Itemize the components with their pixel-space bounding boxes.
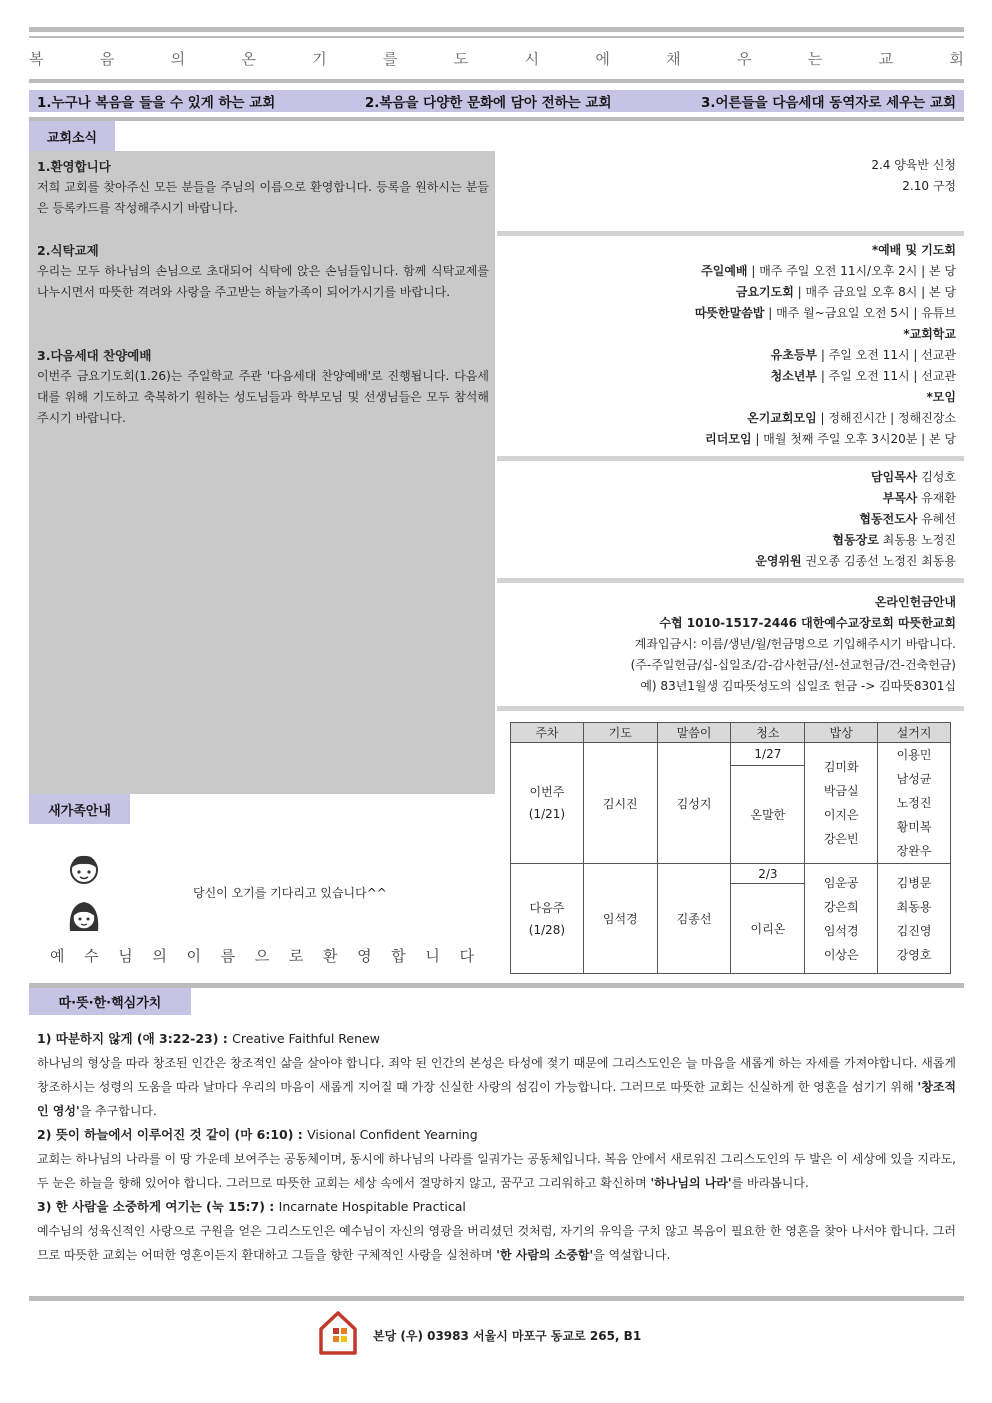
motto-char: 를 [382,49,398,68]
offering-title: 온라인헌금안내 [874,595,956,609]
school-item: 청소년부 | 주일 오전 11시 | 선교관 [770,369,956,383]
duty-prayer: 임석경 [583,864,657,974]
news-item-body: 우리는 모두 하나님의 손님으로 초대되어 식탁에 앉은 손님들입니다. 함께 식탁교제를 나누시면서 따뜻한 격려와 사랑을 주고받는 하늘가족이 되어가시기를 바랍니다. [37,264,489,299]
goals-rule [29,117,964,121]
motto-char: 교 [878,49,894,68]
core-values [37,1027,956,1267]
separator [497,706,964,711]
duty-clean-date: 1/27 [731,743,805,766]
welcome-char: 수 [84,947,99,965]
duty-header: 말씀이 [657,723,731,743]
motto-char: 온 [241,49,256,68]
motto-char: 복 [29,49,44,68]
worship-heading: *예배 및 기도회 [871,243,956,257]
separator [497,456,964,461]
duty-dish: 이용민 남성균 노정진 황미복 장완우 [878,743,951,864]
duty-meal: 김미화 박금실 이지은 강은빈 [805,743,878,864]
welcome-char: 름 [220,947,236,965]
schedule-item: 2.4 양육반 신청 [871,158,956,172]
school-heading: *교회학교 [903,327,956,341]
newfamily-message: 당신이 오기를 기다리고 있습니다^^ [193,886,387,900]
meeting-item: 리더모임 | 매월 첫째 주일 오후 3시20분 | 본 당 [705,432,956,446]
worship-item: 따뜻한말씀밥 | 매주 월~금요일 오전 5시 | 유튜브 [694,306,956,320]
motto-char: 우 [736,49,752,68]
welcome-char: 환 [323,947,338,965]
motto-char: 의 [170,49,186,68]
duty-dish: 김병문 최동용 김진영 강영호 [878,864,951,974]
duty-prayer: 김시진 [583,743,657,864]
top-rule-thin [29,36,964,38]
value-title: 3) 한 사람을 소중하게 여기는 (눅 15:7) : Incarnate Hospitable Practical [37,1199,466,1214]
motto-char: 는 [807,49,823,68]
duty-header: 청소 [731,723,805,743]
goal-2: 2.복음을 다양한 문화에 담아 전하는 교회 [364,95,612,111]
church-motto [29,46,964,70]
welcome-char: 님 [118,947,133,965]
offering-line: (주-주일헌금/십-십일조/감-감사헌금/선-선교헌금/건-건축헌금) [630,658,956,672]
duty-week: 다음주 (1/28) [511,864,584,974]
values-tab: 따·뜻·한·핵심가치 [29,988,191,1015]
separator [497,231,964,236]
duty-cleaner: 온말한 [731,766,805,864]
goal-3: 3.어른들을 다음세대 동역자로 세우는 교회 [700,95,956,111]
duty-week: 이번주 (1/21) [511,743,584,864]
top-rule-thick [29,27,964,32]
meeting-heading: *모임 [926,390,956,404]
motto-char: 도 [453,49,469,68]
welcome-char: 예 [50,947,65,965]
duty-clean-date: 2/3 [731,864,805,884]
value-title: 1) 따분하지 않게 (애 3:22-23) : Creative Faithful Renew [37,1031,380,1046]
staff-list [497,467,964,572]
offering-account: 수협 1010-1517-2446 대한예수교장로회 따뜻한교회 [659,616,956,630]
duty-cleaner: 이리온 [731,884,805,974]
footer-address: 본당 (우) 03983 서울시 마포구 동교로 265, B1 [373,1329,642,1343]
news-tab: 교회소식 [29,121,115,151]
welcome-char: 다 [459,947,474,965]
staff-item: 운영위원 권오종 김종선 노정진 최동용 [755,554,956,568]
welcome-char: 으 [254,947,270,965]
news-item-title: 3.다음세대 찬양예배 [37,348,152,363]
duty-header: 기도 [583,723,657,743]
girl-icon [66,897,102,938]
staff-item: 협동장로 최동용 노정진 [832,533,956,547]
news-item-welcome [37,156,489,219]
newfamily-tab: 새가족안내 [29,794,130,824]
motto-rule [29,79,964,83]
welcome-char: 이 [186,947,201,965]
news-item-body: 저희 교회를 찾아주신 모든 분들을 주님의 이름으로 환영합니다. 등록을 원하시는 분들은 등록카드를 작성해주시기 바랍니다. [37,180,489,215]
value-title: 2) 뜻이 하늘에서 이루어진 것 같이 (마 6:10) : Visional Confident Yearning [37,1127,478,1142]
worship-item: 금요기도회 | 매주 금요일 오후 8시 | 본 당 [735,285,956,299]
welcome-char: 영 [357,947,372,965]
duty-table [510,722,951,974]
church-goals [29,90,964,112]
welcome-char: 니 [425,947,440,965]
table-row [511,864,951,884]
news-item-body: 이번주 금요기도회(1.26)는 주일학교 주관 '다음세대 찬양예배'로 진행됩니다. 다음세대를 위해 기도하고 축복하기 원하는 성도님들과 학부모님 및 선생님들은 모두 참석해주시기 바랍니다. [37,369,489,425]
goal-1: 1.누구나 복음을 들을 수 있게 하는 교회 [37,95,276,111]
boy-icon [67,851,101,890]
duty-reader: 김성지 [657,743,731,864]
news-item-fellowship [37,240,489,303]
duty-header: 주차 [511,723,584,743]
motto-char: 회 [949,49,964,68]
news-item-title: 1.환영합니다 [37,159,111,174]
duty-header: 밥상 [805,723,878,743]
newfamily-welcome [50,945,474,966]
worship-item: 주일예배 | 매주 주일 오전 11시/오후 2시 | 본 당 [701,264,956,278]
motto-char: 시 [524,49,540,68]
duty-reader: 김종선 [657,864,731,974]
value-body: 하나님의 형상을 따라 창조된 인간은 창조적인 삶을 살아야 합니다. 죄악 된 인간의 본성은 타성에 젖기 때문에 그리스도인은 늘 마음을 새롭게 하는 자세를 가져야합니다. 새롭게 창조하시는 성령의 도움을 따라 날마다 우리의 마음이 새롭게 지어질 때 가장 신실한 사랑의 섬김이 가능합니다. 그러므로 따뜻한 교회는 신실하게 한 영혼을 섬기기 위해 '창조적인 영성'을 추구합니다. [37,1056,956,1118]
motto-char: 기 [312,49,327,68]
motto-char: 음 [99,49,115,68]
news-item-worship [37,345,489,429]
welcome-char: 합 [391,947,406,965]
meeting-item: 온기교회모임 | 정해진시간 | 정해진장소 [747,411,956,425]
offering-line: 계좌입금시: 이름/생년/월/헌금명으로 기입해주시기 바랍니다. [634,637,956,651]
welcome-char: 로 [288,947,304,965]
staff-item: 협동전도사 유혜선 [859,512,956,526]
table-row [511,743,951,766]
offering-line: 예) 83년1월생 김따뜻성도의 십일조 헌금 -> 김따뜻8301십 [640,679,956,693]
staff-item: 담임목사 김성호 [871,470,956,484]
schedule-item: 2.10 구정 [902,179,956,193]
online-offering [497,592,964,697]
worship-times [497,240,964,450]
welcome-char: 의 [152,947,167,965]
news-item-title: 2.식탁교제 [37,243,99,258]
school-item: 유초등부 | 주일 오전 11시 | 선교관 [770,348,956,362]
separator [497,578,964,583]
schedule [497,155,964,197]
duty-header: 설거지 [878,723,951,743]
duty-meal: 임운공 강은희 임석경 이상은 [805,864,878,974]
footer-rule [29,1296,964,1301]
value-body: 예수님의 성육신적인 사랑으로 구원을 얻은 그리스도인은 예수님이 자신의 영광을 버리셨던 것처럼, 자기의 유익을 구치 않고 복음이 필요한 한 영혼을 찾아 나서야 합니다. 그러므로 따뜻한 교회는 어떠한 영혼이든지 환대하고 그들을 향한 구체적인 사랑을 실천하며 '한 사람의 소중함'을 역설합니다. [37,1224,956,1262]
staff-item: 부목사 유재환 [882,491,956,505]
motto-char: 채 [666,49,681,68]
church-logo-icon [317,1309,359,1358]
motto-char: 에 [595,49,610,68]
value-body: 교회는 하나님의 나라를 이 땅 가운데 보여주는 공동체이며, 동시에 하나님의 나라를 일궈가는 공동체입니다. 복음 안에서 새로워진 그리스도인의 두 발은 이 세상에 있을 지라도, 두 눈은 하늘을 향해 있어야 합니다. 그러므로 따뜻한 교회는 세상 속에서 절망하지 않고, 꿈꾸고 그리워하고 확신하며 '하나님의 나라'를 바라봅니다. [37,1152,956,1190]
